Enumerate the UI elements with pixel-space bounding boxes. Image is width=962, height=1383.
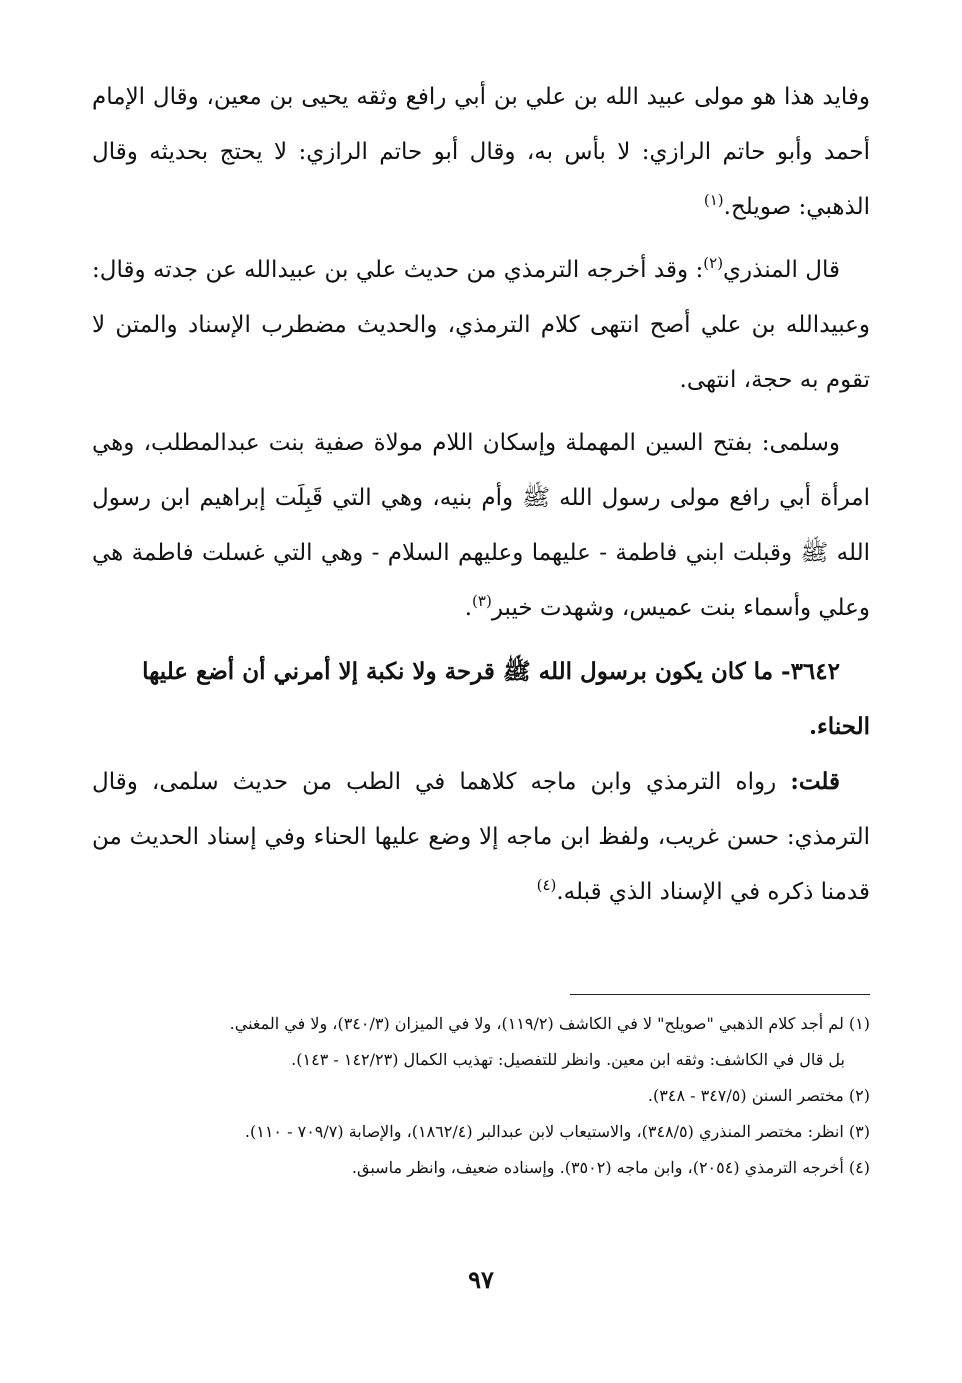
- footnote-2: (٢) مختصر السنن (٣٤٧/٥ - ٣٤٨).: [647, 1086, 870, 1105]
- footnote-ref-4[interactable]: (٤): [536, 876, 557, 894]
- footnote-3: (٣) انظر: مختصر المنذري (٣٤٨/٥)، والاستيعاب لابن عبدالبر (١٨٦٢/٤)، والإصابة (٧٠٩/٧ - ١١٠).: [244, 1122, 870, 1141]
- paragraph-2-text-a: قال المنذري: [723, 257, 841, 283]
- paragraph-2: [92, 243, 870, 408]
- paragraph-4-lead: قلت:: [790, 768, 841, 795]
- page-number: ٩٧: [468, 1265, 494, 1294]
- footnote-4: (٤) أخرجه الترمذي (٢٠٥٤)، وابن ماجه (٣٥٠٢). وإسناده ضعيف، وانظر ماسبق.: [351, 1158, 870, 1177]
- footnote-ref-3[interactable]: (٣): [472, 592, 492, 610]
- footnote-ref-2[interactable]: (٢): [703, 254, 724, 272]
- footnote-1: (١) لم أجد كلام الذهبي "صويلح" لا في الكاشف (١١٩/٢)، ولا في الميزان (٣٤٠/٣)، ولا في المغني.: [229, 1014, 870, 1033]
- paragraph-4-text: رواه الترمذي وابن ماجه كلاهما في الطب من حديث سلمى، وقال الترمذي: حسن غريب، ولفظ ابن ماجه إلا وضع عليها الحناء وفي إسناد الحديث من قدمنا ذكره في الإسناد الذي قبله.: [92, 769, 870, 905]
- paragraph-4: [92, 754, 870, 920]
- paragraph-3: وسلمى: بفتح السين المهملة وإسكان اللام مولاة صفية بنت عبدالمطلب، وهي امرأة أبي رافع مولى رسول الله ﷺ وأم بنيه، وهي التي قَبِلَت إبراهيم ابن رسول الله ﷺ وقبلت ابني فاطمة - عليهما وعليهم السلام - وهي التي غسلت فاطمة هي وعلي وأسماء بنت عميس، وشهدت خيبر$^{(٣)}$.: [92, 430, 870, 621]
- hadith-heading: ٣٦٤٢- ما كان يكون برسول الله ﷺ قرحة ولا نكبة إلا أمرني أن أضع عليها الحناء.: [142, 658, 870, 740]
- footnote-1-continuation: بل قال في الكاشف: وثقه ابن معين. وانظر للتفصيل: تهذيب الكمال (١٤٢/٢٣ - ١٤٣).: [291, 1050, 845, 1069]
- footnotes: [92, 1008, 870, 1188]
- footnote-divider: [570, 994, 870, 995]
- paragraph-2-text-b: : وقد أخرجه الترمذي من حديث علي بن عبيدالله عن جدته وقال: وعبيدالله بن علي أصح انتهى كلام الترمذي، والحديث مضطرب الإسناد والمتن لا تقوم به حجة، انتهى.: [92, 257, 870, 393]
- paragraph-3-text: وسلمى: بفتح السين المهملة وإسكان اللام مولاة صفية بنت عبدالمطلب، وهي امرأة أبي رافع مولى رسول الله ﷺ وأم بنيه، وهي التي قَبِلَت إبراهيم ابن رسول الله ﷺ وقبلت ابني فاطمة - عليهما وعليهم السلام - وهي التي غسلت فاطمة هي وعلي وأسماء بنت عميس، وشهدت خيبر: [92, 430, 870, 621]
- paragraph-1-text: وفايد هذا هو مولى عبيد الله بن علي بن أبي رافع وثقه يحيى بن معين، وقال الإمام أحمد وأبو حاتم الرازي: لا بأس به، وقال أبو حاتم الرازي: لا يحتج بحديثه وقال الذهبي: صويلح.: [92, 84, 870, 220]
- paragraph-1: [92, 70, 870, 235]
- footnote-ref-1[interactable]: (١): [703, 191, 724, 209]
